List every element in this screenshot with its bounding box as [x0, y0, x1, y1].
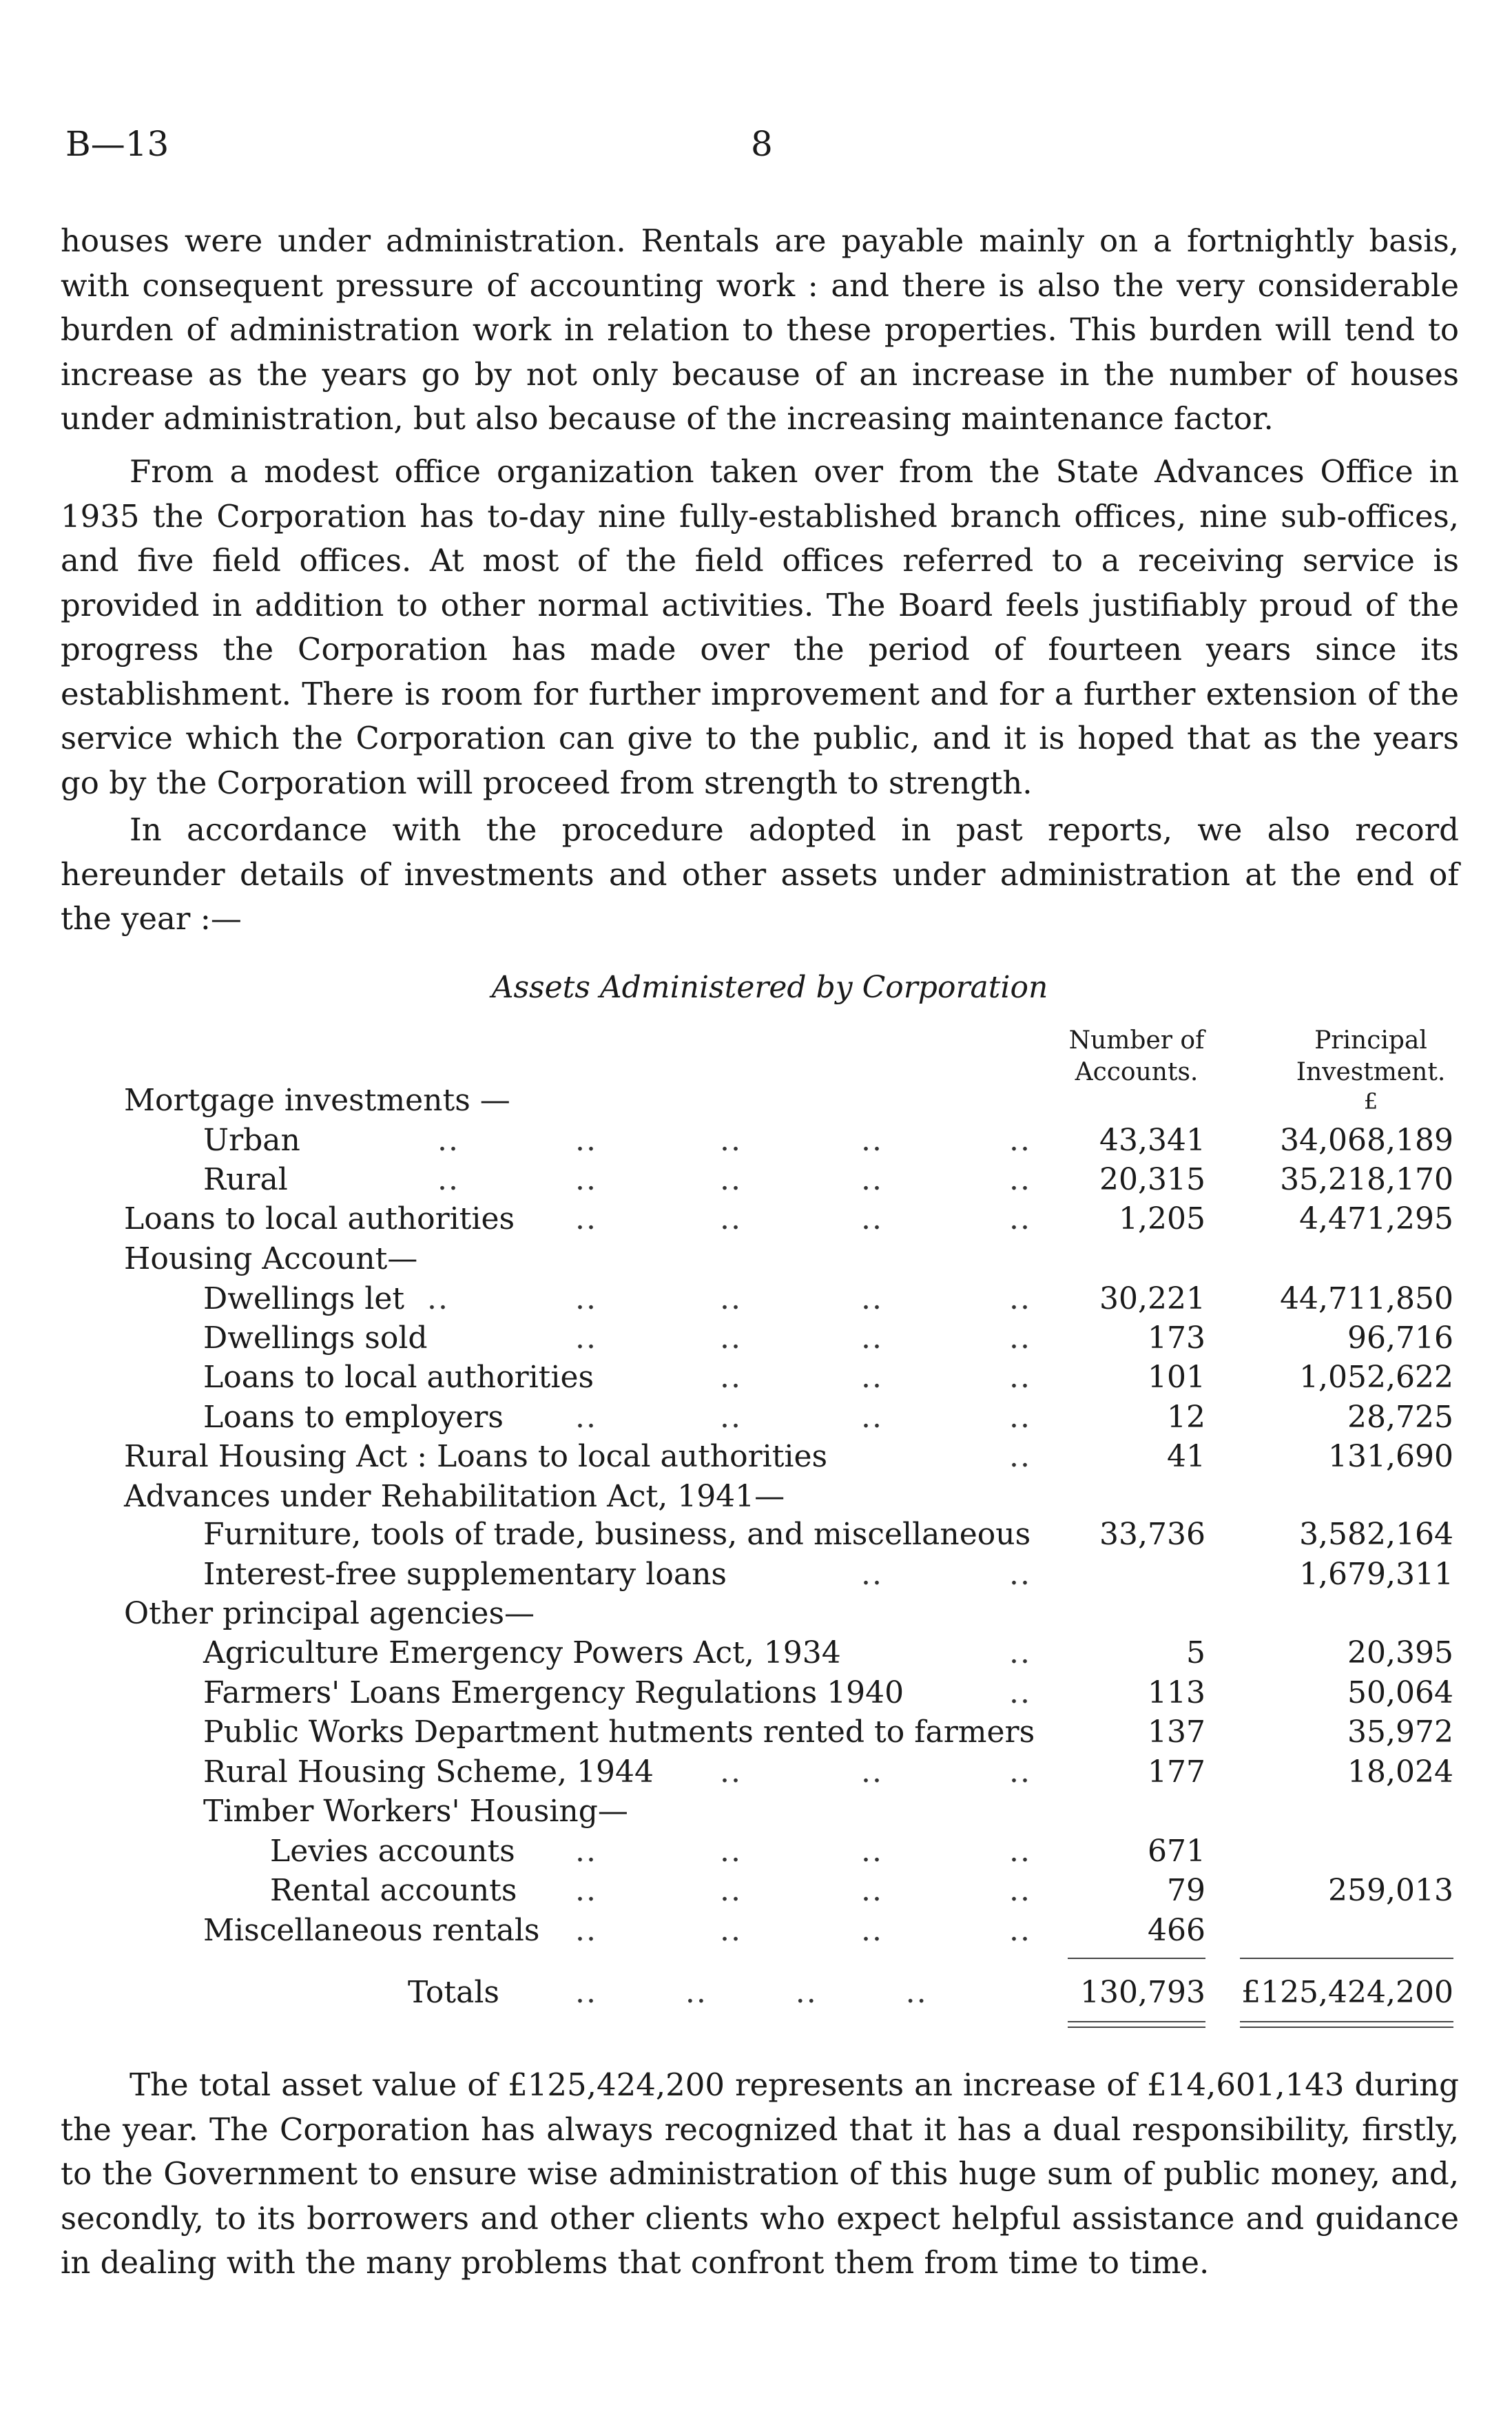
accounts-value: 79 — [1167, 1873, 1205, 1908]
table-row — [0, 1674, 1512, 1712]
investment-value: 1,052,622 — [1299, 1360, 1453, 1395]
leader-dots: .. — [861, 1320, 883, 1356]
investment-value: 34,068,189 — [1280, 1123, 1453, 1158]
accounts-value: 173 — [1148, 1320, 1205, 1356]
leader-dots: .. — [720, 1162, 742, 1197]
leader-dots: .. — [1009, 1320, 1031, 1356]
paragraph-conclusion: The total asset value of £125,424,200 represents an increase of £14,601,143 during the year. The Corporation has always recognized that it has a dual responsibility, firstly, to the Government to ensure wise administration of this huge sum of public money, and, secondly, to its borrowers and other clients who expect helpful assistance and guidance in dealing with the many problems that confront them from time to time. — [61, 2066, 1459, 2281]
table-row — [0, 1515, 1512, 1554]
table-row — [0, 1595, 1512, 1633]
leader-dots: .. — [1009, 1873, 1031, 1908]
total-double-rule-investment-2 — [1240, 2027, 1453, 2028]
leader-dots: .. — [437, 1123, 459, 1158]
leader-dots: .. — [720, 1913, 742, 1948]
table-row — [0, 1792, 1512, 1831]
leader-dots: .. — [861, 1834, 883, 1869]
leader-dots: .. — [1009, 1557, 1031, 1592]
accounts-value: 113 — [1148, 1675, 1205, 1710]
investment-value: 1,679,311 — [1299, 1557, 1453, 1592]
leader-dots: .. — [1009, 1360, 1031, 1395]
total-double-rule-investment-1 — [1240, 2021, 1453, 2022]
accounts-value: 12 — [1167, 1400, 1205, 1435]
totals-accounts: 130,793 — [1080, 1975, 1205, 2010]
table-row — [0, 1911, 1512, 1950]
accounts-value: 1,205 — [1119, 1201, 1205, 1236]
leader-dots: .. — [575, 1834, 597, 1869]
row-label: Loans to local authorities — [124, 1201, 515, 1236]
leader-dots: .. — [861, 1360, 883, 1395]
leader-dots: .. — [861, 1162, 883, 1197]
table-row — [0, 1240, 1512, 1278]
table-row — [0, 1753, 1512, 1792]
table-row — [0, 1358, 1512, 1397]
row-label: Mortgage investments — — [124, 1083, 510, 1118]
table-row — [0, 1398, 1512, 1437]
row-label: Public Works Department hutments rented to farmers — [203, 1714, 1035, 1750]
investment-value: 131,690 — [1328, 1439, 1453, 1474]
accounts-value: 671 — [1148, 1834, 1205, 1869]
accounts-value: 30,221 — [1099, 1281, 1205, 1316]
leader-dots: .. — [575, 1162, 597, 1197]
leader-dots: .. — [720, 1360, 742, 1395]
table-row — [0, 1161, 1512, 1199]
row-label: Levies accounts — [270, 1834, 515, 1869]
paragraph-intro-table: In accordance with the procedure adopted in past reports, we also record hereunder details of investments and other assets under administration at the end of the year :— — [61, 811, 1459, 937]
accounts-value: 137 — [1148, 1714, 1205, 1750]
accounts-value: 41 — [1167, 1439, 1205, 1474]
table-row — [0, 1555, 1512, 1594]
investment-value: 35,218,170 — [1280, 1162, 1453, 1197]
column-header-investment: Principal Investment. — [1296, 1026, 1446, 1086]
totals-row — [0, 1973, 1512, 2012]
subtotal-rule-investment — [1240, 1958, 1453, 1959]
total-double-rule-accounts-2 — [1068, 2027, 1205, 2028]
row-label: Dwellings sold — [203, 1320, 428, 1356]
accounts-value: 466 — [1148, 1913, 1205, 1948]
accounts-value: 20,315 — [1099, 1162, 1205, 1197]
table-row — [0, 1713, 1512, 1752]
table-row — [0, 1200, 1512, 1239]
table-row — [0, 1280, 1512, 1318]
row-label: Urban — [203, 1123, 300, 1158]
row-label: Housing Account— — [124, 1241, 418, 1276]
table-row — [0, 1832, 1512, 1871]
investment-value: 28,725 — [1347, 1400, 1453, 1435]
paragraph-administration: houses were under administration. Rentals are payable mainly on a fortnightly basis, with consequent pressure of accounting work : and there is also the very considerable burden of administration work in relation to these properties. This burden will tend to increase as the years go by not only because of an increase in the number of houses under administration, but also because of the increasing maintenance factor. — [61, 222, 1459, 437]
row-label: Rural — [203, 1162, 288, 1197]
table-title: Assets Administered by Corporation — [491, 970, 1048, 1005]
row-label: Loans to local authorities — [203, 1360, 594, 1395]
leader-dots: .. — [1009, 1834, 1031, 1869]
leader-dots: .. — [720, 1201, 742, 1236]
leader-dots: .. — [861, 1281, 883, 1316]
leader-dots: .. — [1009, 1400, 1031, 1435]
table-row — [0, 1478, 1512, 1516]
investment-value: 35,972 — [1347, 1714, 1453, 1750]
leader-dots: .. — [1009, 1162, 1031, 1197]
leader-dots: .. .. .. .. — [575, 1975, 928, 2010]
investment-value: 18,024 — [1347, 1754, 1453, 1790]
leader-dots: .. — [1009, 1635, 1031, 1670]
leader-dots: .. — [861, 1400, 883, 1435]
totals-label: Totals — [408, 1975, 499, 2010]
row-label: Dwellings let — [203, 1281, 405, 1316]
leader-dots: .. — [720, 1873, 742, 1908]
leader-dots: .. — [861, 1913, 883, 1948]
table-row — [0, 1872, 1512, 1910]
row-label: Loans to employers — [203, 1400, 504, 1435]
row-label: Farmers' Loans Emergency Regulations 1940 — [203, 1675, 904, 1710]
investment-value: 4,471,295 — [1299, 1201, 1453, 1236]
totals-investment: £125,424,200 — [1241, 1975, 1453, 2010]
investment-value: 3,582,164 — [1299, 1517, 1453, 1552]
currency-unit: £ — [1363, 1088, 1378, 1115]
row-label: Miscellaneous rentals — [203, 1913, 540, 1948]
page-number: 8 — [751, 124, 773, 164]
leader-dots: .. — [575, 1320, 597, 1356]
accounts-value: 43,341 — [1099, 1123, 1205, 1158]
leader-dots: .. — [861, 1201, 883, 1236]
accounts-value: 5 — [1186, 1635, 1205, 1670]
leader-dots: .. — [720, 1400, 742, 1435]
leader-dots: .. — [575, 1201, 597, 1236]
row-label: Rural Housing Act : Loans to local authorities — [124, 1439, 828, 1474]
investment-value: 44,711,850 — [1280, 1281, 1453, 1316]
leader-dots: .. — [861, 1557, 883, 1592]
leader-dots: .. — [720, 1320, 742, 1356]
leader-dots: .. — [1009, 1201, 1031, 1236]
leader-dots: .. — [861, 1123, 883, 1158]
leader-dots: .. — [720, 1281, 742, 1316]
row-label: Rural Housing Scheme, 1944 — [203, 1754, 654, 1790]
table-row — [0, 1121, 1512, 1160]
leader-dots: .. — [575, 1400, 597, 1435]
investment-value: 96,716 — [1347, 1320, 1453, 1356]
leader-dots: .. — [437, 1162, 459, 1197]
investment-value: 20,395 — [1347, 1635, 1453, 1670]
accounts-value: 33,736 — [1099, 1517, 1205, 1552]
table-row — [0, 1634, 1512, 1672]
leader-dots: .. — [1009, 1754, 1031, 1790]
accounts-value: 177 — [1148, 1754, 1205, 1790]
leader-dots: .. — [1009, 1281, 1031, 1316]
leader-dots: .. — [861, 1873, 883, 1908]
row-label: Rental accounts — [270, 1873, 517, 1908]
investment-value: 259,013 — [1328, 1873, 1453, 1908]
row-label: Furniture, tools of trade, business, and miscellaneous — [203, 1517, 1031, 1552]
paragraph-organization: From a modest office organization taken over from the State Advances Office in 1935 the Corporation has to-day nine fully-established branch offices, nine sub-offices, and five field offices. At most of the field offices referred to a receiving service is provided in addition to other normal activities. The Board feels justifiably proud of the progress the Corporation has made over the period of fourteen years since its establishment. There is room for further improvement and for a further extension of the service which the Corporation can give to the public, and it is hoped that as the years go by the Corporation will proceed from strength to strength. — [61, 453, 1459, 801]
leader-dots: .. — [720, 1834, 742, 1869]
leader-dots: .. — [720, 1754, 742, 1790]
investment-value: 50,064 — [1347, 1675, 1453, 1710]
table-row — [0, 1319, 1512, 1358]
table-row — [0, 1438, 1512, 1476]
leader-dots: .. — [1009, 1675, 1031, 1710]
page-reference: B—13 — [65, 124, 169, 164]
row-label: Agriculture Emergency Powers Act, 1934 — [203, 1635, 841, 1670]
leader-dots: .. — [575, 1873, 597, 1908]
leader-dots: .. — [575, 1281, 597, 1316]
leader-dots: .. — [575, 1123, 597, 1158]
row-label: Advances under Rehabilitation Act, 1941— — [124, 1479, 785, 1514]
leader-dots: .. — [575, 1913, 597, 1948]
subtotal-rule-accounts — [1068, 1958, 1205, 1959]
table-row — [0, 1081, 1512, 1120]
leader-dots: .. — [861, 1754, 883, 1790]
total-double-rule-accounts-1 — [1068, 2021, 1205, 2022]
row-label: Interest-free supplementary loans — [203, 1557, 727, 1592]
leader-dots: .. — [1009, 1913, 1031, 1948]
row-label: Timber Workers' Housing— — [203, 1794, 628, 1829]
leader-dots: .. — [427, 1281, 449, 1316]
row-label: Other principal agencies— — [124, 1596, 535, 1631]
leader-dots: .. — [1009, 1123, 1031, 1158]
accounts-value: 101 — [1148, 1360, 1205, 1395]
leader-dots: .. — [720, 1123, 742, 1158]
column-header-accounts: Number of Accounts. — [1068, 1026, 1205, 1086]
leader-dots: .. — [1009, 1439, 1031, 1474]
